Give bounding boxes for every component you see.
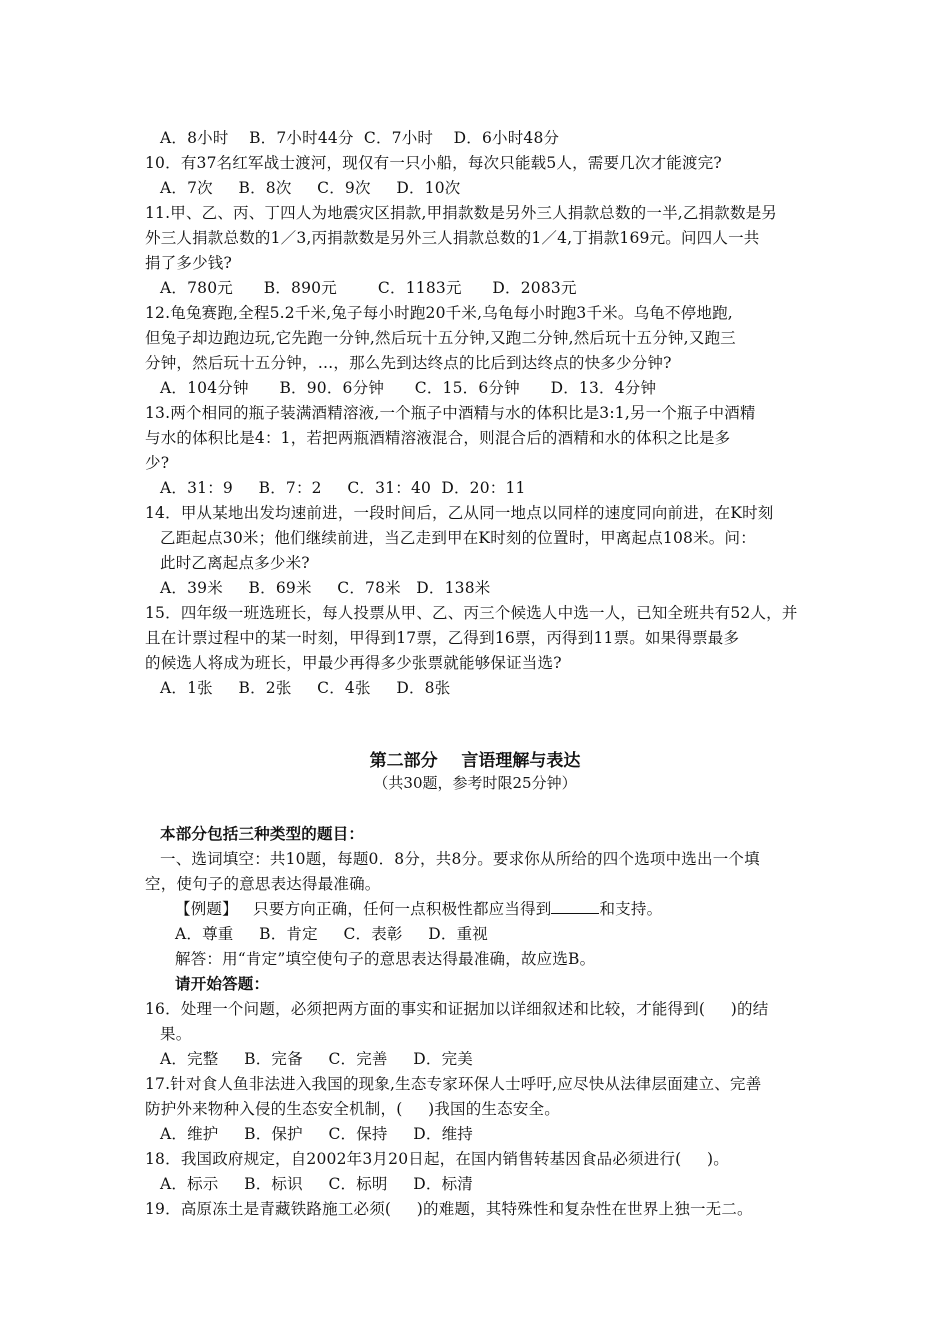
q15-text-line-3: 的候选人将成为班长，甲最少再得多少张票就能够保证当选? (145, 654, 562, 672)
q11-text-line-2: 外三人捐款总数的1／3,丙捐款数是另外三人捐款总数的1／4,丁捐款169元。问四人一共 (145, 229, 760, 247)
section-subtitle: （共30题，参考时限25分钟） (373, 774, 577, 792)
q11-text-line-3: 捐了多少钱? (145, 254, 233, 272)
q12-text-line-2: 但兔子却边跑边玩,它先跑一分钟,然后玩十五分钟,又跑二分钟,然后玩十五分钟,又跑三 (145, 329, 736, 347)
q16-text-line-2: 果。 (160, 1025, 192, 1043)
section-intro: 本部分包括三种类型的题目： (160, 824, 365, 843)
q10-options: A．7次 B．8次 C．9次 D．10次 (160, 179, 461, 197)
q15-options: A．1张 B．2张 C．4张 D．8张 (160, 679, 451, 697)
q11-text-line-1: 11.甲、乙、丙、丁四人为地震灾区捐款,甲捐款数是另外三人捐款总数的一半,乙捐款数是另 (145, 204, 778, 222)
q15-text-line-1: 15．四年级一班选班长，每人投票从甲、乙、丙三个候选人中选一人，已知全班共有52人，并 (145, 604, 798, 622)
q14-text-line-2: 乙距起点30米；他们继续前进，当乙走到甲在K时刻的位置时，甲离起点108米。问： (160, 529, 756, 547)
example-question (175, 897, 662, 921)
example-text-after-blank: 和支持。 (599, 900, 663, 918)
q19-text-line-1: 19．高原冻土是青藏铁路施工必须( )的难题，其特殊性和复杂性在世界上独一无二。 (145, 1200, 753, 1218)
q9-options: A．8小时 B．7小时44分 C．7小时 D．6小时48分 (160, 129, 560, 147)
q18-options: A．标示 B．标识 C．标明 D．标清 (160, 1175, 473, 1193)
q18-text-line-1: 18．我国政府规定，自2002年3月20日起，在国内销售转基因食品必须进行( )。 (145, 1150, 729, 1168)
q17-options: A．维护 B．保护 C．保持 D．维持 (160, 1125, 473, 1143)
q13-options: A．31：9 B．7：2 C．31：40 D．20：11 (160, 479, 526, 497)
q11-options: A．780元 B．890元 C．1183元 D．2083元 (160, 279, 577, 297)
q12-options: A．104分钟 B．90．6分钟 C．15．6分钟 D．13．4分钟 (160, 379, 657, 397)
q17-text-line-2: 防护外来物种入侵的生态安全机制，( )我国的生态安全。 (145, 1100, 560, 1118)
fill-blank (551, 897, 599, 914)
q14-text-line-3: 此时乙离起点多少米? (160, 554, 310, 572)
type1-description-line-2: 空，使句子的意思表达得最准确。 (145, 875, 381, 893)
q12-text-line-1: 12.龟兔赛跑,全程5.2千米,兔子每小时跑20千米,乌龟每小时跑3千米。乌龟不停地跑, (145, 304, 733, 322)
example-options: A．尊重 B．肯定 C．表彰 D．重视 (175, 925, 488, 943)
q16-options: A．完整 B．完备 C．完善 D．完美 (160, 1050, 473, 1068)
type1-description-line-1: 一、选词填空：共10题，每题0．8分，共8分。要求你从所给的四个选项中选出一个填 (160, 850, 760, 868)
q13-text-line-1: 13.两个相同的瓶子装满酒精溶液,一个瓶子中酒精与水的体积比是3:1,另一个瓶子中酒精 (145, 404, 756, 422)
example-answer: 解答：用“肯定”填空使句子的意思表达得最准确，故应选B。 (175, 950, 596, 968)
q12-text-line-3: 分钟，然后玩十五分钟，…，那么先到达终点的比后到达终点的快多少分钟? (145, 354, 672, 372)
q15-text-line-2: 且在计票过程中的某一时刻，甲得到17票，乙得到16票，丙得到11票。如果得票最多 (145, 629, 740, 647)
q13-text-line-2: 与水的体积比是4：1，若把两瓶酒精溶液混合，则混合后的酒精和水的体积之比是多 (145, 429, 731, 447)
q14-options: A．39米 B．69米 C．78米 D．138米 (160, 579, 491, 597)
start-prompt: 请开始答题： (175, 974, 270, 993)
q13-text-line-3: 少? (145, 454, 170, 472)
q14-text-line-1: 14．甲从某地出发均速前进，一段时间后，乙从同一地点以同样的速度同向前进，在K时刻 (145, 504, 774, 522)
example-text-before-blank: 【例题】 只要方向正确，任何一点积极性都应当得到 (175, 900, 552, 918)
q10-text-line-1: 10．有37名红军战士渡河，现仅有一只小船，每次只能载5人，需要几次才能渡完? (145, 154, 722, 172)
q17-text-line-1: 17.针对食人鱼非法进入我国的现象,生态专家环保人士呼吁,应尽快从法律层面建立、完善 (145, 1075, 762, 1093)
q16-text-line-1: 16．处理一个问题，必须把两方面的事实和证据加以详细叙述和比较，才能得到( )的结 (145, 1000, 769, 1018)
section-title: 第二部分 言语理解与表达 (369, 751, 581, 771)
